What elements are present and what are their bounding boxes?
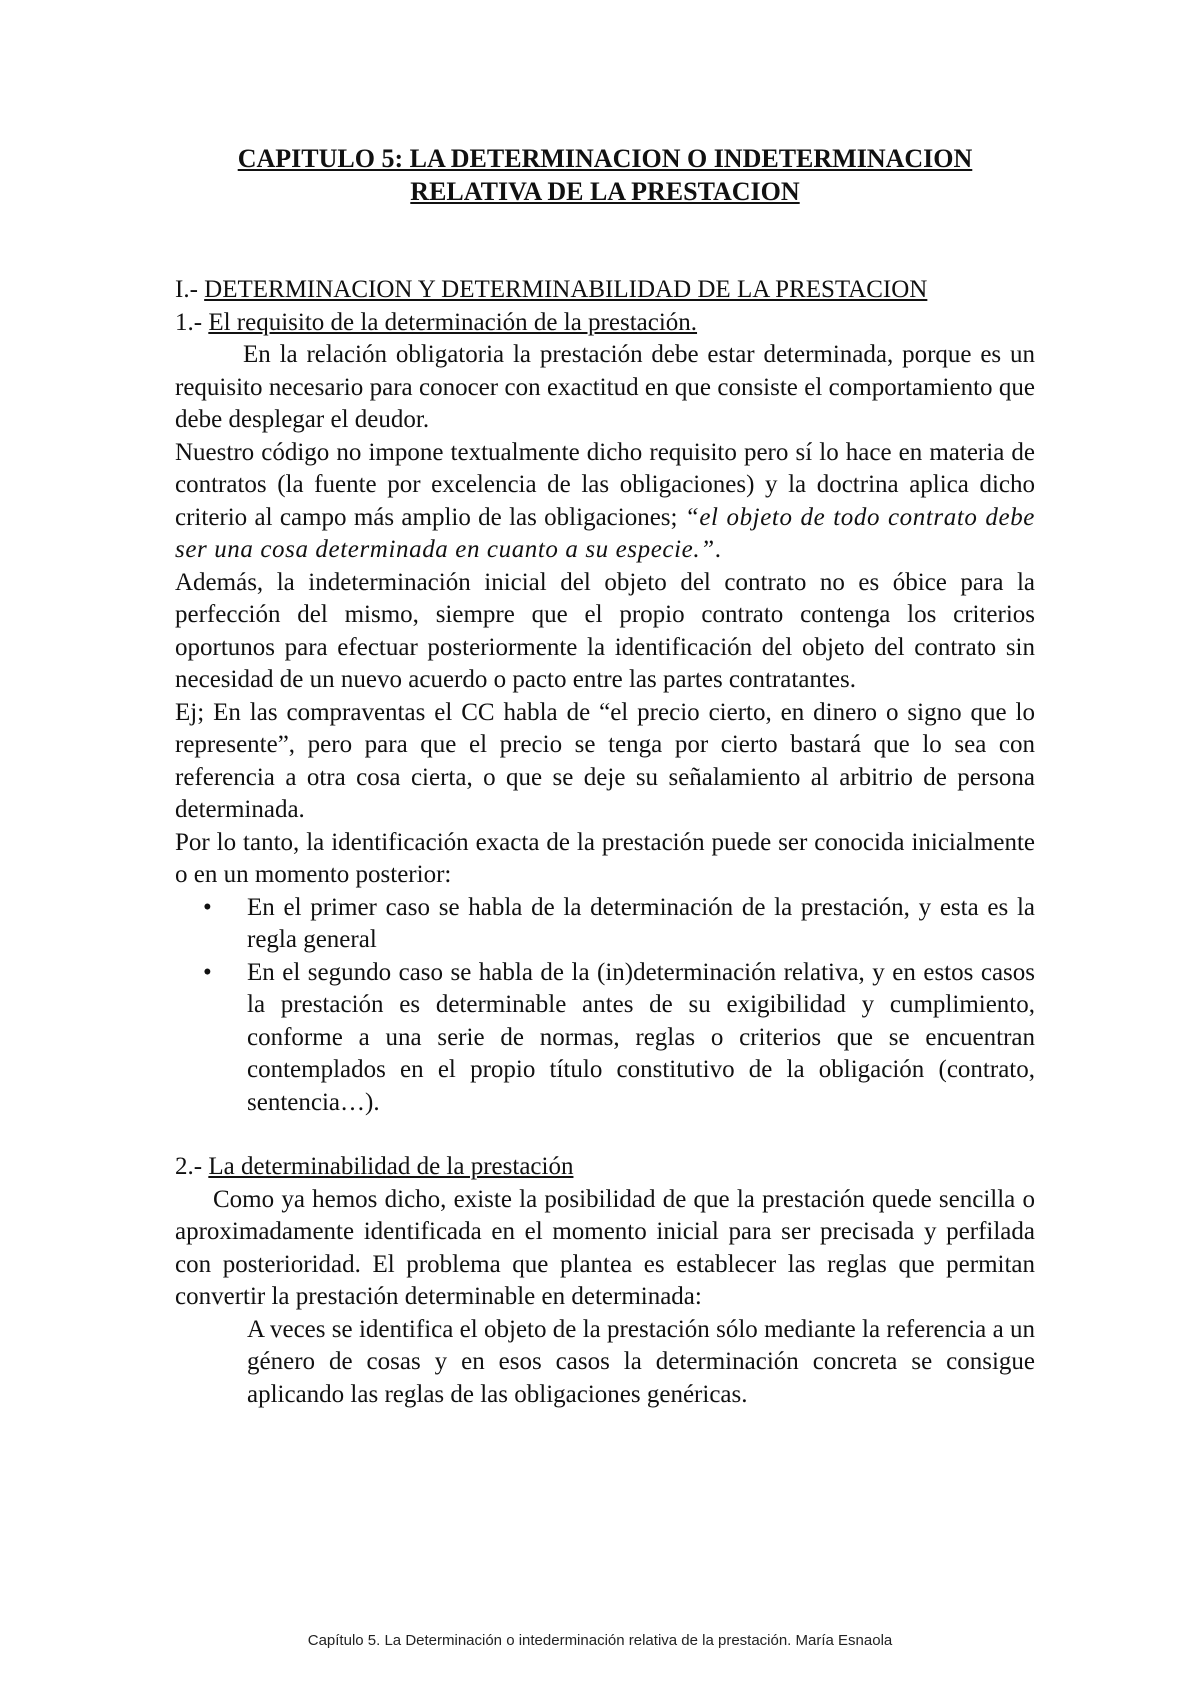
- bullet-icon: •: [203, 958, 212, 986]
- spacer: [175, 1119, 1035, 1151]
- quote: “el objeto de todo contrato debe ser una cosa determinada en cuanto a su especie.”: [175, 503, 1036, 563]
- document-page: [175, 142, 1035, 1411]
- subsection-1-prefix: 1.-: [175, 308, 209, 336]
- section-1-title: DETERMINACION Y DETERMINABILIDAD DE LA PRESTACION: [204, 276, 928, 303]
- paragraph-text: Nuestro código no impone textualmente dicho requisito pero sí lo hace en materia de contratos (la fuente por excelencia de las obligaciones) y la doctrina aplica dicho criterio al campo más amplio de las obligaciones;: [175, 438, 1035, 531]
- paragraph-end: .: [714, 536, 721, 563]
- paragraph: En la relación obligatoria la prestación debe estar determinada, porque es un requisito necesario para conocer con exactitud en que consiste el comportamiento que debe desplegar el deudor.: [175, 341, 1035, 433]
- list-item-text: En el segundo caso se habla de la (in)determinación relativa, y en estos casos la prestación es determinable antes de su exigibilidad y cumplimiento, conforme a una serie de normas, reglas o criterios que se encuentran contemplados en el propio título constitutivo de la obligación (contrato, sentencia…).: [247, 958, 1035, 1116]
- paragraph: Como ya hemos dicho, existe la posibilidad de que la prestación quede sencilla o aproximadamente identificada en el momento inicial para ser precisada y perfilada con posterioridad. El problema que plantea es establecer las reglas que permitan convertir la prestación determinable en determinada:: [175, 1185, 1035, 1310]
- list-item: [203, 892, 1035, 957]
- list-item: [203, 957, 1035, 1120]
- bullet-icon: •: [203, 893, 212, 921]
- indented-paragraph: A veces se identifica el objeto de la prestación sólo mediante la referencia a un género de cosas y en esos casos la determinación concreta se consigue aplicando las reglas de las obligaciones genéricas.: [247, 1315, 1035, 1408]
- page-title: [175, 142, 1035, 208]
- list-item-text: En el primer caso se habla de la determinación de la prestación, y esta es la regla general: [247, 893, 1035, 953]
- paragraph-with-quote: [175, 437, 1035, 567]
- section-1-prefix: I.-: [175, 276, 205, 303]
- paragraph: Ej; En las compraventas el CC habla de “el precio cierto, en dinero o signo que lo represente”, pero para que el precio se tenga por cierto bastará que lo sea con referencia a otra cosa cierta, o que se deje su señalamiento al arbitrio de persona determinada.: [175, 698, 1035, 823]
- subsection-2-heading: [175, 1151, 1035, 1184]
- subsection-1-title: El requisito de la determinación de la prestación.: [208, 308, 698, 336]
- paragraph: Además, la indeterminación inicial del objeto del contrato no es óbice para la perfección del mismo, siempre que el propio contrato contenga los criterios oportunos para efectuar posteriormente la identificación del objeto del contrato sin necesidad de un nuevo acuerdo o pacto entre las partes contratantes.: [175, 568, 1035, 693]
- section-1-heading: [175, 274, 1035, 307]
- title-line-1: CAPITULO 5: LA DETERMINACION O INDETERMINACION: [237, 144, 973, 173]
- subsection-2-title: La determinabilidad de la prestación: [208, 1153, 574, 1180]
- paragraph: Por lo tanto, la identificación exacta de la prestación puede ser conocida inicialmente o en un momento posterior:: [175, 828, 1035, 888]
- page-footer: Capítulo 5. La Determinación o intederminación relativa de la prestación. María Esnaola: [307, 1632, 893, 1649]
- title-line-2: RELATIVA DE LA PRESTACION: [410, 177, 800, 206]
- spacer: [175, 208, 1035, 274]
- bullet-list: [175, 892, 1035, 1120]
- subsection-1-heading: [175, 307, 1035, 340]
- subsection-2-prefix: 2.-: [175, 1153, 209, 1180]
